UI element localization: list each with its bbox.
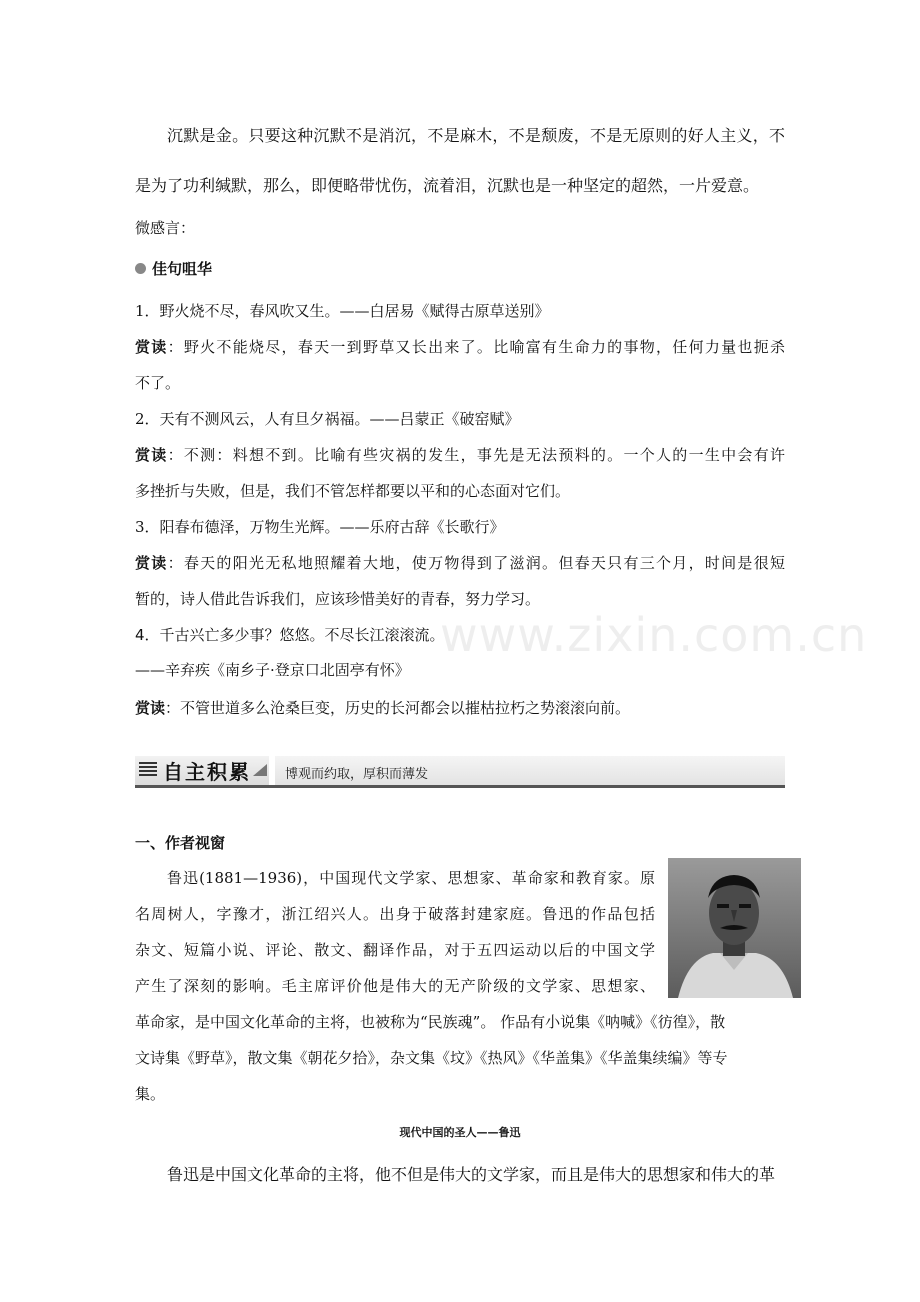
author-line-6: 文诗集《野草》，散文集《朝花夕拾》，杂文集《坟》《热风》《华盖集》《华盖集续编》等专 — [135, 1049, 728, 1067]
quote-4: 4．千古兴亡多少事？悠悠。不尽长江滚滚流。 — [135, 626, 445, 644]
watermark: www.zixin.com.cn — [440, 608, 868, 662]
portrait-photo-icon — [668, 858, 801, 998]
bullet-icon — [135, 263, 146, 274]
quote-1-comment-line-2: 不了。 — [135, 374, 181, 392]
appreciation-label: 赏读 — [135, 338, 168, 356]
appreciation-label: 赏读 — [135, 699, 166, 717]
author-line-5: 革命家，是中国文化革命的主将，也被称为“民族魂”。 作品有小说集《呐喊》《彷徨》，散 — [135, 1013, 726, 1031]
author-line-1: 鲁迅(1881—1936)，中国现代文学家、思想家、革命家和教育家。原 — [167, 869, 655, 887]
portrait-drawing — [668, 858, 801, 998]
quote-4-source: ——辛弃疾《南乡子·登京口北固亭有怀》 — [135, 661, 410, 679]
quote-2-comment-line-2: 多挫折与失败，但是，我们不管怎样都要以平和的心态面对它们。 — [135, 482, 571, 500]
note-label: 微感言： — [135, 219, 196, 237]
author-line-2: 名周树人，字豫才，浙江绍兴人。出身于破落封建家庭。鲁迅的作品包括 — [135, 905, 655, 923]
intro-line-1: 沉默是金。只要这种沉默不是消沉，不是麻木，不是颓废，不是无原则的好人主义，不 — [167, 126, 785, 145]
banner-subtitle: 博观而约取，厚积而薄发 — [285, 767, 429, 782]
photo-caption: 现代中国的圣人——鲁迅 — [399, 1126, 521, 1139]
quote-4-comment-line-1: 赏读：不管世道多么沧桑巨变，历史的长河都会以摧枯拉朽之势滚滚向前。 — [135, 699, 631, 717]
quote-1: 1．野火烧不尽，春风吹又生。——白居易《赋得古原草送别》 — [135, 302, 550, 320]
section-heading — [135, 258, 212, 279]
triangle-icon — [253, 764, 267, 776]
appreciation-label: 赏读 — [135, 446, 168, 464]
quote-2: 2．天有不测风云，人有旦夕祸福。——吕蒙正《破窑赋》 — [135, 410, 520, 428]
appreciation-label: 赏读 — [135, 554, 168, 572]
quote-1-comment-line-1: 赏读：野火不能烧尽，春天一到野草又长出来了。比喻富有生命力的事物，任何力量也扼杀 — [135, 338, 785, 356]
closing-line: 鲁迅是中国文化革命的主将，他不但是伟大的文学家，而且是伟大的思想家和伟大的革 — [167, 1165, 776, 1184]
quote-3-comment-line-1: 赏读：春天的阳光无私地照耀着大地，使万物得到了滋润。但春天只有三个月，时间是很短 — [135, 554, 785, 572]
section-banner — [135, 752, 785, 788]
author-heading: 一、作者视窗 — [135, 834, 226, 852]
intro-line-2: 是为了功利缄默，那么，即便略带忧伤，流着泪，沉默也是一种坚定的超然，一片爱意。 — [135, 176, 760, 195]
section-heading-text: 佳句咀华 — [152, 260, 213, 278]
author-line-3: 杂文、短篇小说、评论、散文、翻译作品，对于五四运动以后的中国文学 — [135, 941, 655, 959]
quote-2-comment-line-1: 赏读：不测：料想不到。比喻有些灾祸的发生，事先是无法预料的。一个人的一生中会有许 — [135, 446, 785, 464]
banner-title: 自主积累 — [163, 760, 251, 784]
quote-3: 3．阳春布德泽，万物生光辉。——乐府古辞《长歌行》 — [135, 518, 505, 536]
quote-3-comment-line-2: 暂的，诗人借此告诉我们，应该珍惜美好的青春，努力学习。 — [135, 590, 541, 608]
banner-underline — [135, 785, 785, 788]
author-line-4: 产生了深刻的影响。毛主席评价他是伟大的无产阶级的文学家、思想家、 — [135, 977, 655, 995]
author-line-7: 集。 — [135, 1085, 166, 1103]
stripes-icon — [139, 762, 157, 776]
